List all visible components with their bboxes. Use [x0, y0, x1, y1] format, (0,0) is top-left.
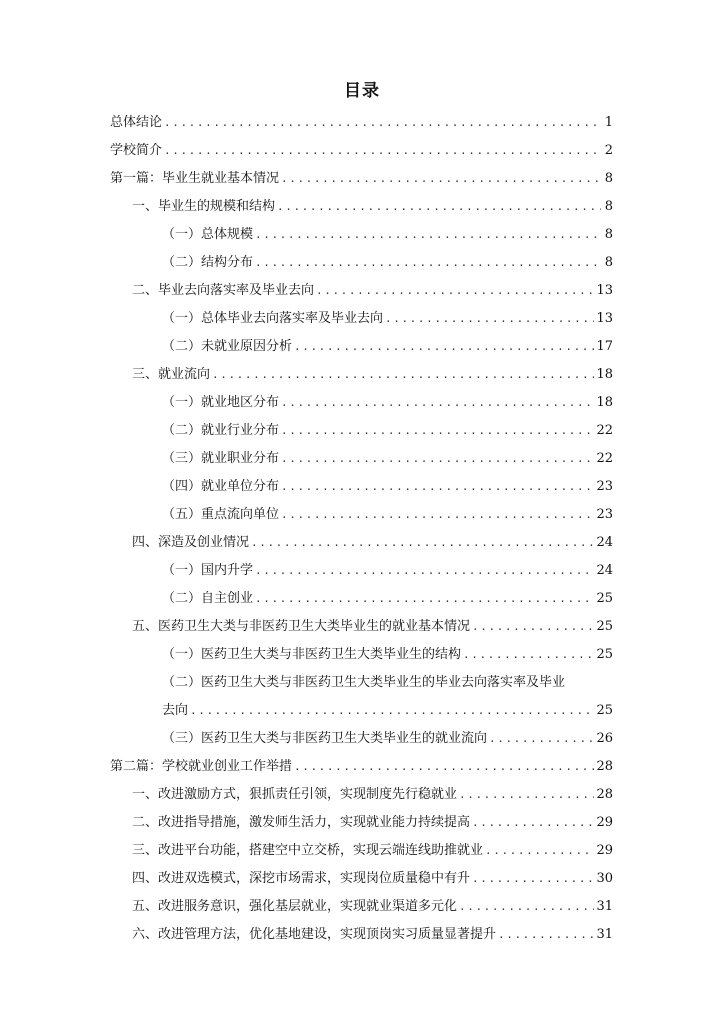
toc-entry[interactable]	[110, 641, 613, 669]
toc-entry-label: 四、深造及创业情况	[132, 535, 250, 550]
toc-dot-leader	[281, 165, 601, 193]
toc-entry-label: 一、毕业生的规模和结构	[132, 199, 276, 214]
toc-dot-leader	[255, 585, 594, 613]
toc-entry[interactable]	[110, 333, 613, 361]
toc-page-number: 29	[596, 815, 613, 830]
toc-dot-leader	[190, 697, 594, 725]
toc-dot-leader	[251, 529, 594, 557]
toc-entry-label: 四、改进双选模式，深挖市场需求，实现岗位质量稳中有升	[132, 871, 471, 886]
toc-title: 目录	[344, 81, 380, 101]
toc-dot-leader	[316, 277, 594, 305]
toc-entry-label: 二、毕业去向落实率及毕业去向	[132, 283, 315, 298]
toc-entry[interactable]	[110, 585, 613, 613]
toc-dot-leader	[463, 641, 594, 669]
toc-entry-label: （五）重点流向单位	[162, 507, 280, 522]
toc-entry-label: 二、改进指导措施，激发师生活力，实现就业能力持续提高	[132, 815, 471, 830]
toc-dot-leader	[281, 473, 594, 501]
toc-dot-leader	[255, 557, 594, 585]
toc-dot-leader	[164, 109, 601, 137]
toc-entry-continuation[interactable]	[110, 697, 613, 725]
toc-entry[interactable]	[110, 445, 613, 473]
toc-page-number: 8	[604, 255, 613, 270]
toc-page-number: 28	[596, 787, 613, 802]
toc-page-number: 13	[596, 283, 613, 298]
toc-page-number: 2	[604, 143, 613, 158]
toc-page-number: 18	[596, 395, 613, 410]
toc-page-number: 24	[596, 535, 613, 550]
toc-entry-label: 三、就业流向	[132, 367, 211, 382]
toc-dot-leader	[472, 809, 594, 837]
toc-dot-leader	[164, 137, 601, 165]
toc-entry[interactable]	[110, 921, 613, 949]
toc-dot-leader	[255, 249, 601, 277]
toc-entry-label: 三、改进平台功能，搭建空中立交桥，实现云端连线助推就业	[132, 843, 484, 858]
toc-page-number: 31	[596, 899, 613, 914]
toc-entry-label: （四）就业单位分布	[162, 479, 280, 494]
toc-entry-label: （二）医药卫生大类与非医药卫生大类毕业生的毕业去向落实率及毕业	[162, 675, 566, 690]
toc-entry[interactable]	[110, 501, 613, 529]
toc-entry-label: 去向	[162, 703, 189, 718]
toc-dot-leader	[472, 613, 594, 641]
toc-entry[interactable]	[110, 893, 613, 921]
toc-entry-label: （一）就业地区分布	[162, 395, 280, 410]
toc-entry[interactable]	[110, 137, 613, 165]
toc-page-number: 23	[596, 507, 613, 522]
toc-entry-label: （二）自主创业	[162, 591, 254, 606]
toc-dot-leader	[255, 221, 601, 249]
toc-entry[interactable]	[110, 669, 613, 697]
toc-entry-label: 五、改进服务意识，强化基层就业，实现就业渠道多元化	[132, 899, 458, 914]
toc-page-number: 1	[604, 115, 613, 130]
toc-entry[interactable]	[110, 277, 613, 305]
toc-entry[interactable]	[110, 557, 613, 585]
toc-entry[interactable]	[110, 473, 613, 501]
toc-dot-leader	[385, 305, 594, 333]
toc-entry-label: （二）就业行业分布	[162, 423, 280, 438]
toc-entry[interactable]	[110, 809, 613, 837]
toc-page-number: 25	[596, 619, 613, 634]
toc-entry[interactable]	[110, 613, 613, 641]
toc-dot-leader	[277, 193, 601, 221]
toc-entry[interactable]	[110, 249, 613, 277]
toc-entry-label: 总体结论	[110, 115, 163, 130]
toc-entry-label: （一）医药卫生大类与非医药卫生大类毕业生的结构	[162, 647, 462, 662]
toc-entry[interactable]	[110, 165, 613, 193]
toc-page-number: 8	[604, 227, 613, 242]
toc-dot-leader	[294, 753, 594, 781]
toc-page-number: 8	[604, 171, 613, 186]
toc-page-number: 8	[604, 199, 613, 214]
toc-entry-label: （三）医药卫生大类与非医药卫生大类毕业生的就业流向	[162, 731, 488, 746]
toc-entry[interactable]	[110, 417, 613, 445]
toc-page-number: 31	[596, 927, 613, 942]
toc-page-number: 28	[596, 759, 613, 774]
toc-dot-leader	[459, 893, 594, 921]
toc-dot-leader	[281, 501, 594, 529]
toc-entry[interactable]	[110, 837, 613, 865]
toc-dot-leader	[281, 445, 594, 473]
toc-page-number: 30	[596, 871, 613, 886]
toc-dot-leader	[489, 725, 594, 753]
toc-entry[interactable]	[110, 109, 613, 137]
toc-entry[interactable]	[110, 361, 613, 389]
toc-entry-label: 第二篇：学校就业创业工作举措	[110, 759, 293, 774]
toc-page-number: 17	[596, 339, 613, 354]
toc-dot-leader	[281, 389, 594, 417]
toc-dot-leader	[485, 837, 594, 865]
toc-entry[interactable]	[110, 753, 613, 781]
toc-entry-label: （一）总体规模	[162, 227, 254, 242]
toc-entry-label: （二）未就业原因分析	[162, 339, 293, 354]
toc-entry-label: 五、医药卫生大类与非医药卫生大类毕业生的就业基本情况	[132, 619, 471, 634]
toc-page-number: 24	[596, 563, 613, 578]
toc-entry[interactable]	[110, 529, 613, 557]
toc-dot-leader	[459, 781, 594, 809]
toc-entry-label: 第一篇：毕业生就业基本情况	[110, 171, 280, 186]
toc-page-number: 25	[596, 703, 613, 718]
toc-entry[interactable]	[110, 725, 613, 753]
toc-page-number: 25	[596, 591, 613, 606]
table-of-contents	[110, 109, 613, 949]
toc-entry-label: （一）国内升学	[162, 563, 254, 578]
toc-dot-leader	[281, 417, 594, 445]
toc-entry[interactable]	[110, 781, 613, 809]
toc-page-number: 13	[596, 311, 613, 326]
toc-entry[interactable]	[110, 221, 613, 249]
toc-entry-label: 六、改进管理方法，优化基地建设，实现顶岗实习质量显著提升	[132, 927, 497, 942]
toc-entry-label: 学校简介	[110, 143, 163, 158]
toc-page-number: 29	[596, 843, 613, 858]
toc-entry[interactable]	[110, 865, 613, 893]
toc-entry-label: （二）结构分布	[162, 255, 254, 270]
toc-entry[interactable]	[110, 193, 613, 221]
toc-page-number: 22	[596, 423, 613, 438]
toc-page-number: 18	[596, 367, 613, 382]
toc-entry-label: （一）总体毕业去向落实率及毕业去向	[162, 311, 384, 326]
toc-entry-label: （三）就业职业分布	[162, 451, 280, 466]
toc-page-number: 22	[596, 451, 613, 466]
toc-page-number: 25	[596, 647, 613, 662]
toc-page-number: 23	[596, 479, 613, 494]
toc-dot-leader	[498, 921, 594, 949]
toc-dot-leader	[212, 361, 594, 389]
toc-entry-label: 一、改进激励方式，狠抓责任引领，实现制度先行稳就业	[132, 787, 458, 802]
toc-entry[interactable]	[110, 389, 613, 417]
toc-entry[interactable]	[110, 305, 613, 333]
toc-dot-leader	[472, 865, 594, 893]
toc-page-number: 26	[596, 731, 613, 746]
toc-dot-leader	[294, 333, 594, 361]
